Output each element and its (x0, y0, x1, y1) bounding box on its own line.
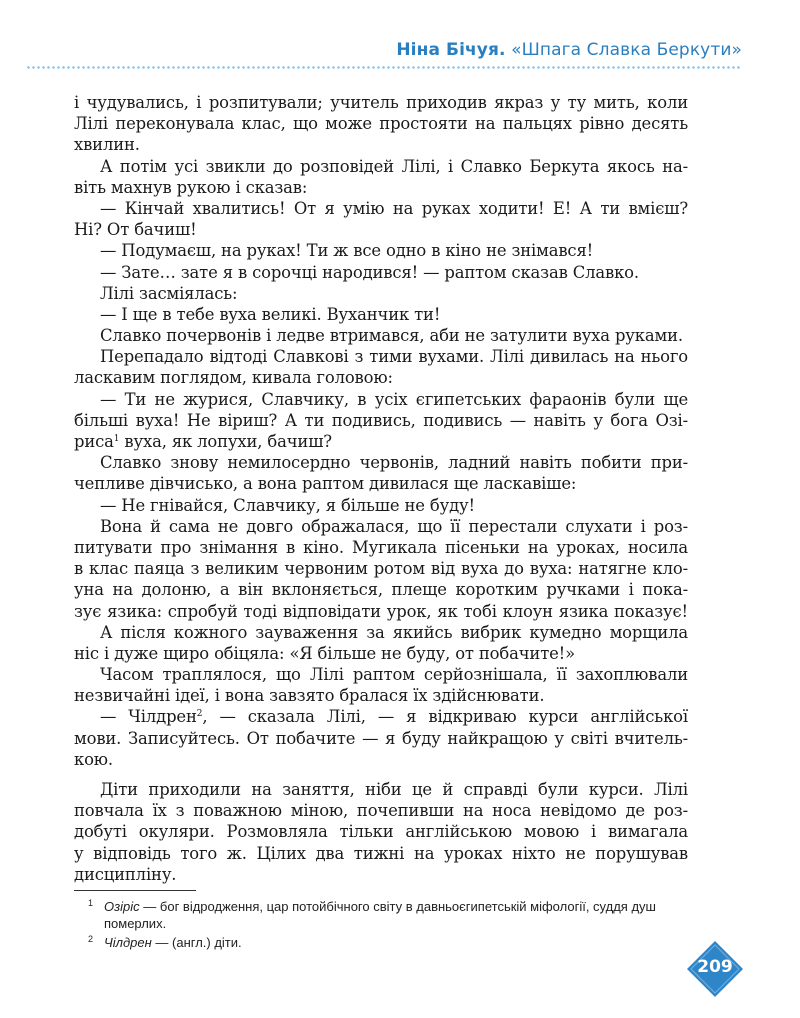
text-line: і чудувались, і розпитували; учитель приходив якраз у ту мить, коли (74, 93, 688, 112)
text-line: уна на долоню, а він вклоняється, плеще коротким ручками і пока- (74, 580, 688, 600)
text-line: Лілі переконувала клас, що може простояти на пальцях рівно десять (74, 114, 688, 134)
text-line: Лілі засміялась: (100, 283, 238, 303)
text-line: Ні? От бачиш! (74, 220, 197, 240)
text-line: — Кінчай хвалитись! От я умію на руках ходити! Е! А ти вмієш? (100, 198, 688, 218)
footnote-term: Озіріс (104, 899, 140, 914)
text-line: питувати про знімання в кіно. Мугикала пісеньки на уроках, носила (74, 537, 688, 557)
text-line: А після кожного зауваження за якийсь вибрик кумедно морщила (100, 622, 688, 642)
page-number-badge (686, 940, 744, 998)
header-author: Ніна Бічуя. (396, 40, 506, 60)
text-line: Перепадало відтоді Славкові з тими вухами. Лілі дивилась на нього (100, 347, 688, 367)
text-line: — І ще в тебе вуха великі. Вуханчик ти! (100, 304, 441, 324)
text-line: риса$^1$ вуха, як лопухи, бачиш? (74, 432, 332, 451)
text-line: дисципліну. (74, 864, 177, 884)
text-line: незвичайні ідеї, і вона завзято бралася їх здійснювати. (74, 686, 545, 706)
text-line: чепливе дівчисько, а вона раптом дивилася ще ласкавіше: (74, 474, 577, 494)
text-line: кою. (74, 749, 113, 769)
text-line: А потім усі звикли до розповідей Лілі, і Славко Беркута якось на- (100, 156, 688, 176)
footnote-marker: 2 (196, 709, 203, 720)
text-line: — Ти не журися, Славчику, в усіх єгипетських фараонів були ще (100, 389, 688, 409)
text-line: зує язика: спробуй тоді відповідати урок, як тобі клоун язика показує! (74, 601, 688, 621)
running-header (396, 40, 742, 60)
text-line: — Не гнівайся, Славчику, я більше не буду! (100, 495, 475, 515)
text-line: у відповідь того ж. Цілих два тижні на уроках ніхто не порушував (74, 843, 688, 863)
text-line: добуті окуляри. Розмовляла тільки англійською мовою і вимагала (74, 822, 688, 842)
footnote-term: Чілдрен (104, 935, 152, 950)
header-title: «Шпага Славка Беркути» (511, 40, 742, 60)
header-dotted-rule (26, 66, 740, 69)
text-line: Славко знову немилосердно червонів, ладний навіть побити при- (100, 453, 688, 473)
text-line: Вона й сама не довго ображалася, що її перестали слухати і роз- (100, 516, 688, 536)
text-line: Діти приходили на заняття, ніби це й справді були курси. Лілі (100, 780, 688, 799)
text-line: мови. Записуйтесь. От побачите — я буду найкращою у світі вчитель- (74, 728, 688, 748)
text-line: більші вуха! Не віриш? А ти подивись, подивись — навіть у бога Озі- (74, 410, 688, 430)
footnote-number: 1 (88, 898, 94, 908)
page-number: 209 (697, 957, 733, 977)
footnote-rule (74, 890, 196, 891)
text-line: ласкавим поглядом, кивала головою: (74, 368, 393, 388)
text-line: Славко почервонів і ледве втримався, аби не затулити вуха руками. (100, 326, 683, 346)
text-line: — Зате… зате я в сорочці народився! — раптом сказав Славко. (100, 262, 639, 282)
footnote-number: 2 (88, 934, 94, 944)
text-line: віть махнув рукою і сказав: (74, 177, 308, 197)
text-line: повчала їх з поважною міною, почепивши на носа невідомо де роз- (74, 801, 688, 821)
text-line: ніс і дуже щиро обіцяла: «Я більше не буду, от побачите!» (74, 643, 575, 663)
footnote-marker: 1 (113, 434, 120, 444)
body-text (74, 92, 688, 885)
text-line: Часом траплялося, що Лілі раптом серйознішала, її захоплювали (100, 665, 688, 685)
text-line: — Чілдрен$^2$, — сказала Лілі, — я відкриваю курси англійської (100, 707, 688, 727)
text-line: хвилин. (74, 135, 140, 155)
text-line: — Подумаєш, на руках! Ти ж все одно в кіно не знімався! (100, 241, 594, 261)
text-line: в клас паяца з великим червоним ротом від вуха до вуха: натягне кло- (74, 559, 688, 579)
